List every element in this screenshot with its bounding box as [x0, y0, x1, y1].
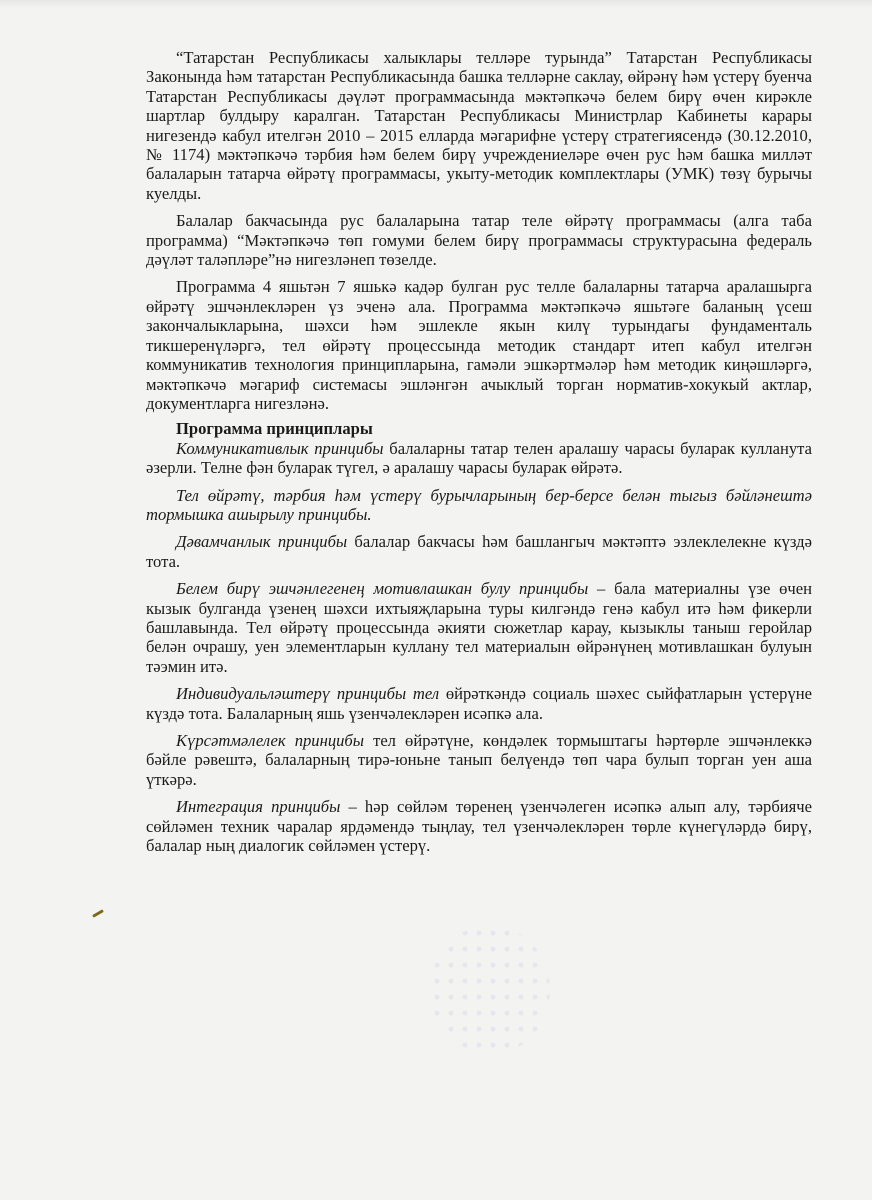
principle-title: Дәвамчанлык принцибы — [176, 532, 348, 552]
principle-visualization — [146, 731, 812, 789]
paragraph-text: Балалар бакчасында рус балаларына татар теле өйрәтү программасы (алга таба программа) “Мәктәпкәчә төп гомуми белем бирү программасы структурасына федераль дәүләт таләпләре”нә нигезләнеп төзелде. — [146, 211, 812, 270]
principle-title: Белем бирү эшчәнлегенең мотивлашкан булу принцибы — [176, 579, 589, 599]
principle-integrated-goals — [146, 486, 812, 525]
intro-paragraph-3 — [146, 277, 812, 413]
principle-text: балалар бакчасы һәм башлангыч мәктәптә эзлеклелекне күздә тота. — [146, 532, 812, 571]
principle-title: Күрсәтмәлелек принцибы — [176, 731, 365, 750]
principle-integration — [146, 797, 812, 855]
principle-motivation — [146, 579, 812, 676]
principle-title: Коммуникативлык принцибы — [176, 438, 384, 458]
document-body — [146, 48, 812, 863]
principle-text: өйрәткәндә социаль шәхес сыйфатларын үстерүне күздә тота. Балаларның яшь үзенчәлекләрен исәпкә ала. — [146, 684, 812, 723]
faint-stamp-trace — [430, 925, 550, 1055]
page-edge-shadow — [0, 0, 872, 8]
principle-text: тел өйрәтүне, көндәлек тормыштагы һәртөрле эшчәнлеккә бәйле рәвештә, балаларның тирә-юньне танып белүендә төп чара булып торган уен аша үткәрә. — [146, 731, 812, 789]
principle-text: – һәр сөйләм төренең үзенчәлеген исәпкә алып алу, тәрбияче сөйләмен техник чаралар ярдәмендә тыңлау, тел үзенчәлекләрен төрле күнегүләрдә бирү, балалар ның диалогик сөйләмен үстерү. — [146, 797, 813, 856]
principle-title: Тел өйрәтү, тәрбия һәм үстерү бурычларының бер-берсе белән тыгыз бәйләнештә тормышка ашырылу принцибы. — [146, 485, 812, 524]
principle-text: – бала материалны үзе өчен кызык булганда үзенең шәхси ихтыяҗларына туры килгәндә генә кабул итә һәм фикерли башлавында. Тел өйрәтү процессында әкияти сюжетлар карау, кызыклы таныш геройлар белән очрашу, уен элементларын куллану тел материалын өйрәнүнең мотивлашкан булуын тәэмин итә. — [146, 579, 812, 676]
principle-text: балаларны татар телен аралашу чарасы буларак кулланута әзерли. Телне фән буларак түгел, ә аралашу чарасы буларак өйрәтә. — [146, 438, 812, 478]
principle-communicative — [146, 439, 812, 478]
principle-title: Интеграция принцибы — [176, 797, 341, 817]
section-heading: Программа принциплары — [176, 419, 373, 439]
pen-mark — [92, 909, 104, 918]
paragraph-text: Программа 4 яшьтән 7 яшькә кадәр булган рус телле балаларны татарча аралашырга өйрәтү эшчәнлекләрен үз эченә ала. Программа мәктәпкәчә яшьтәге баланың үсеш закончалыкларына, шәхси һәм эшлекле якын килү турындагы фундаменталь тикшеренүләргә, тел өйрәтү процессында методик стандарт итеп кабул ителгән коммуникатив технология принципларына, гамәли эшкәртмәләр һәм методик киңәшләргә, мәктәпкәчә мәгариф системасы эшләнгән ачыклый торган норматив-хокукый актлар, документларга нигезләнә. — [146, 277, 812, 413]
principle-individualization — [146, 684, 812, 723]
intro-paragraph-1 — [146, 48, 812, 203]
paragraph-text: “Татарстан Республикасы халыклары телләре турында” Татарстан Республикасы Законында һәм татарстан Республикасында башка телләрне саклау, өйрәнү һәм үстерү буенча Татарстан Республикасы дәүләт программасында мәктәпкәчә белем бирү өчен кирәкле шартлар булдыру каралган. Татарстан Республикасы Министрлар Кабинеты карары нигезендә кабул ителгән 2010 – 2015 елларда мәгарифне үстерү стратегиясендә (30.12.2010, № 1174) мәктәпкәчә тәрбия һәм белем бирү учреждениеләре өчен рус һәм башка милләт балаларын татарча өйрәтү программасы, укыту-методик комплектлары (УМК) төзү бурычы куелды. — [146, 48, 812, 203]
intro-paragraph-2 — [146, 211, 812, 269]
principle-title: Индивидуальләштерү принцибы тел — [176, 684, 440, 704]
principle-continuity — [146, 532, 812, 571]
